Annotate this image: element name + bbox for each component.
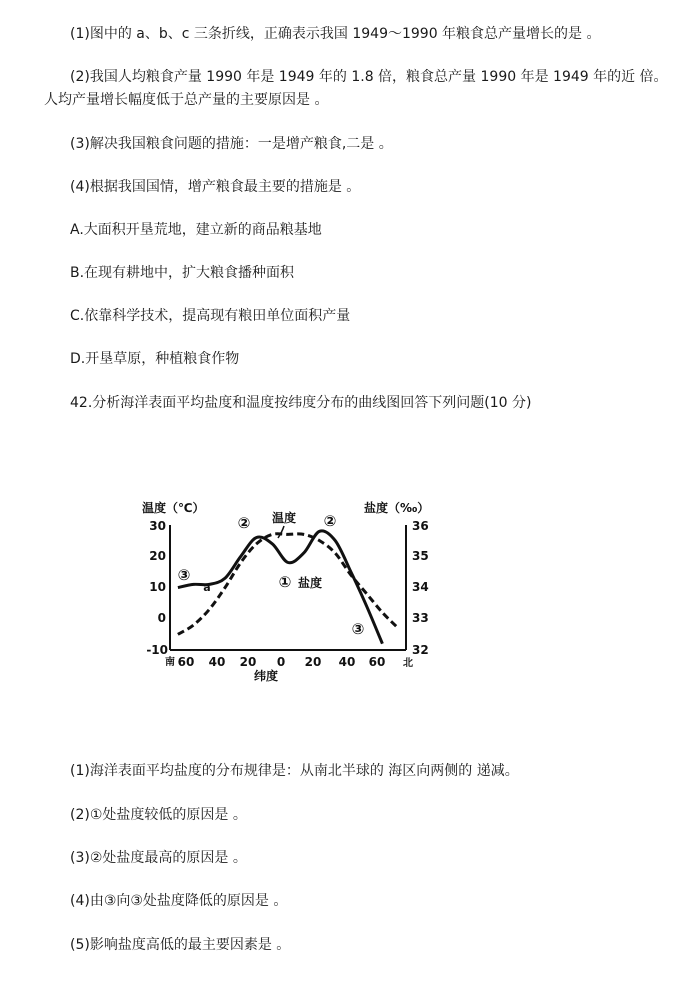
sub-question-1: (1)海洋表面平均盐度的分布规律是：从南北半球的 海区向两侧的 递减。 xyxy=(70,763,519,779)
sub-question-2: (2)①处盐度较低的原因是 。 xyxy=(70,807,247,823)
x-tick-label: 60 xyxy=(368,655,386,669)
left-axis-label: 温度（℃） xyxy=(142,501,205,515)
x-tick-label: 南 xyxy=(165,657,175,668)
temperature-series-label: 温度 xyxy=(272,511,297,525)
chart-svg xyxy=(140,498,430,684)
x-tick-label: 60 xyxy=(177,655,195,669)
x-tick-label: 0 xyxy=(276,655,286,669)
y-left-tick-label: 10 xyxy=(149,580,166,594)
salinity-temperature-chart xyxy=(140,498,430,684)
marker-2-south: ② xyxy=(237,514,251,532)
sub-question-5: (5)影响盐度高低的最主要因素是 。 xyxy=(70,937,291,953)
question-2-line: (2)我国人均粮食产量 1990 年是 1949 年的 1.8 倍，粮食总产量 1990 年是 1949 年的近 倍。 xyxy=(70,69,668,85)
sub-question-3: (3)②处盐度最高的原因是 。 xyxy=(70,850,247,866)
salinity-series-label: 盐度 xyxy=(298,576,323,590)
marker-3-south: ③ xyxy=(177,566,191,584)
x-tick-label: 40 xyxy=(338,655,356,669)
x-tick-label: 20 xyxy=(304,655,322,669)
x-tick-label: 北 xyxy=(403,658,413,669)
y-right-tick-label: 32 xyxy=(412,643,429,657)
option-d: D.开垦草原，种植粮食作物 xyxy=(70,351,240,367)
right-axis-label: 盐度（‰） xyxy=(364,501,430,515)
y-left-tick-label: 0 xyxy=(157,611,166,625)
question-1-line: (1)图中的 a、b、c 三条折线，正确表示我国 1949～1990 年粮食总产量增长的是 。 xyxy=(70,26,601,42)
x-axis-label: 纬度 xyxy=(254,669,279,683)
question-42-heading: 42.分析海洋表面平均盐度和温度按纬度分布的曲线图回答下列问题(10 分) xyxy=(70,395,532,411)
marker-3-north: ③ xyxy=(351,620,365,638)
question-4-line: (4)根据我国国情，增产粮食最主要的措施是 。 xyxy=(70,179,361,195)
y-right-tick-label: 35 xyxy=(412,549,429,563)
curve-label-a: a xyxy=(203,581,211,594)
option-b: B.在现有耕地中，扩大粮食播种面积 xyxy=(70,265,295,281)
y-left-tick-label: -10 xyxy=(146,643,168,657)
temperature-label-pointer xyxy=(278,526,284,538)
x-tick-label: 40 xyxy=(208,655,226,669)
y-right-tick-label: 34 xyxy=(412,580,429,594)
marker-2-north: ② xyxy=(323,512,337,530)
y-right-tick-label: 36 xyxy=(412,519,429,533)
option-c: C.依靠科学技术，提高现有粮田单位面积产量 xyxy=(70,308,351,324)
question-2-continuation: 人均产量增长幅度低于总产量的主要原因是 。 xyxy=(44,92,329,108)
y-right-tick-label: 33 xyxy=(412,611,429,625)
x-tick-label: 20 xyxy=(239,655,257,669)
option-a: A.大面积开垦荒地，建立新的商品粮基地 xyxy=(70,222,322,238)
question-3-line: (3)解决我国粮食问题的措施：一是增产粮食,二是 。 xyxy=(70,136,393,152)
y-left-tick-label: 20 xyxy=(149,549,166,563)
sub-question-4: (4)由③向③处盐度降低的原因是 。 xyxy=(70,893,288,909)
y-left-tick-label: 30 xyxy=(149,519,166,533)
marker-1: ① xyxy=(278,573,292,591)
